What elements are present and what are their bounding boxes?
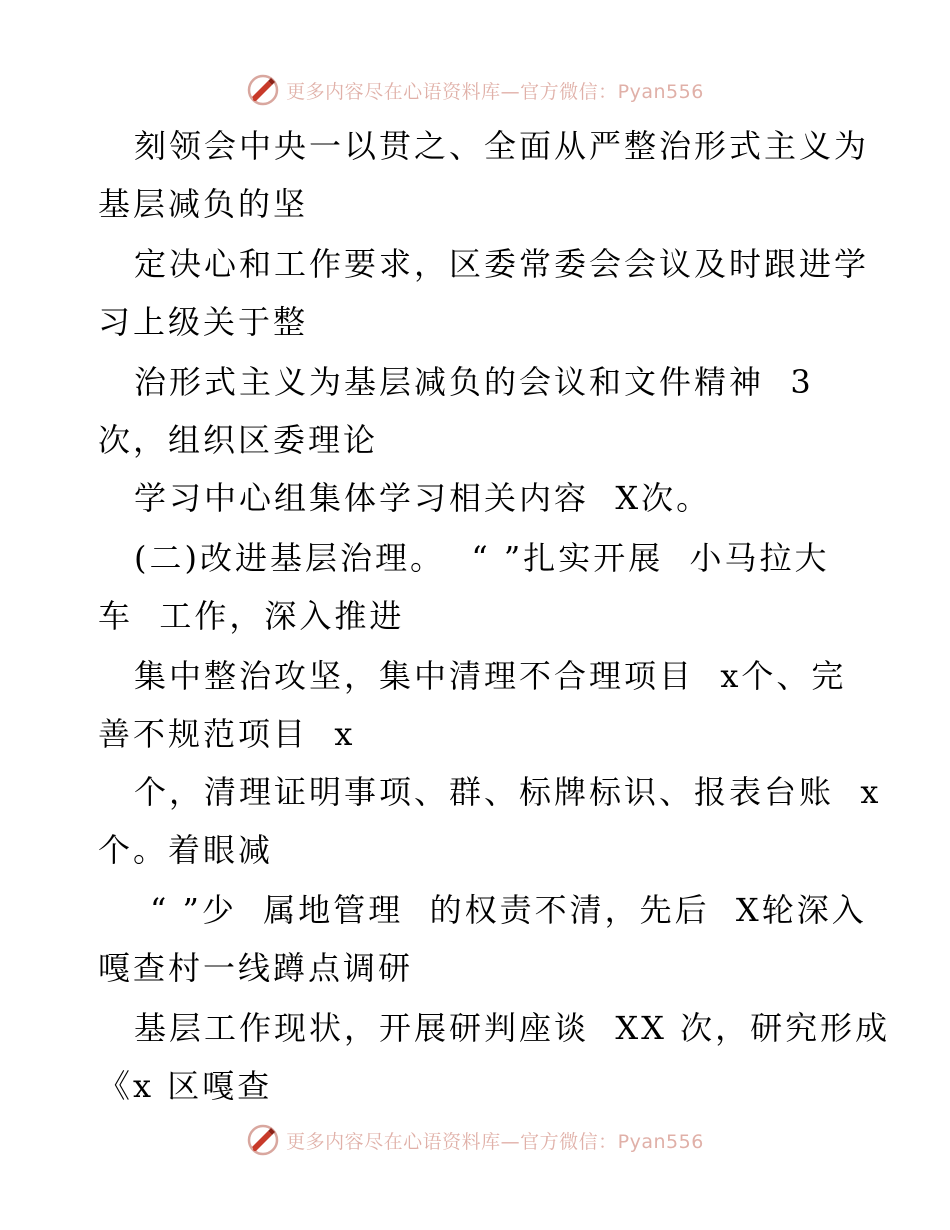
header-watermark-text: 更多内容尽在心语资料库—官方微信：Pyan556 xyxy=(286,80,704,103)
paragraph-line: 个，清理证明事项、群、标牌标识、报表台账 x xyxy=(134,773,882,811)
paragraph-line: 治形式主义为基层减负的会议和文件精神 3 xyxy=(134,363,814,401)
paragraph-line: 基层工作现状，开展研判座谈 XX 次，研究形成 xyxy=(134,1009,891,1047)
paragraph-line: 基层减负的坚 xyxy=(98,185,309,223)
paragraph-line: 刻领会中央一以贯之、全面从严整治形式主义为 xyxy=(134,127,870,165)
paragraph-line: 习上级关于整 xyxy=(98,303,309,341)
paragraph-line: 次，组织区委理论 xyxy=(98,421,379,459)
paragraph-line: 车 工作，深入推进 xyxy=(98,597,405,635)
paragraph-line: 《x 区嘎查 xyxy=(98,1067,273,1105)
paragraph-line: 集中整治攻坚，集中清理不合理项目 x个、完 xyxy=(134,657,847,695)
paragraph-line: 嘎查村一线蹲点调研 xyxy=(98,949,414,987)
pen-logo-icon xyxy=(246,1123,280,1157)
pen-logo-icon xyxy=(246,73,280,107)
footer-watermark xyxy=(0,1120,950,1160)
paragraph-line: 定决心和工作要求，区委常委会会议及时跟进学 xyxy=(134,245,870,283)
header-watermark xyxy=(0,70,950,110)
footer-watermark-text: 更多内容尽在心语资料库—官方微信：Pyan556 xyxy=(286,1130,704,1153)
paragraph-line: (二)改进基层治理。 “ ”扎实开展 小马拉大 xyxy=(134,539,830,577)
paragraph-line: 学习中心组集体学习相关内容 X次。 xyxy=(134,479,712,517)
paragraph-line: “ ”少 属地管理 的权责不清，先后 X轮深入 xyxy=(150,891,867,929)
paragraph-line: 善不规范项目 x xyxy=(98,715,356,753)
paragraph-line: 个。着眼减 xyxy=(98,831,274,869)
